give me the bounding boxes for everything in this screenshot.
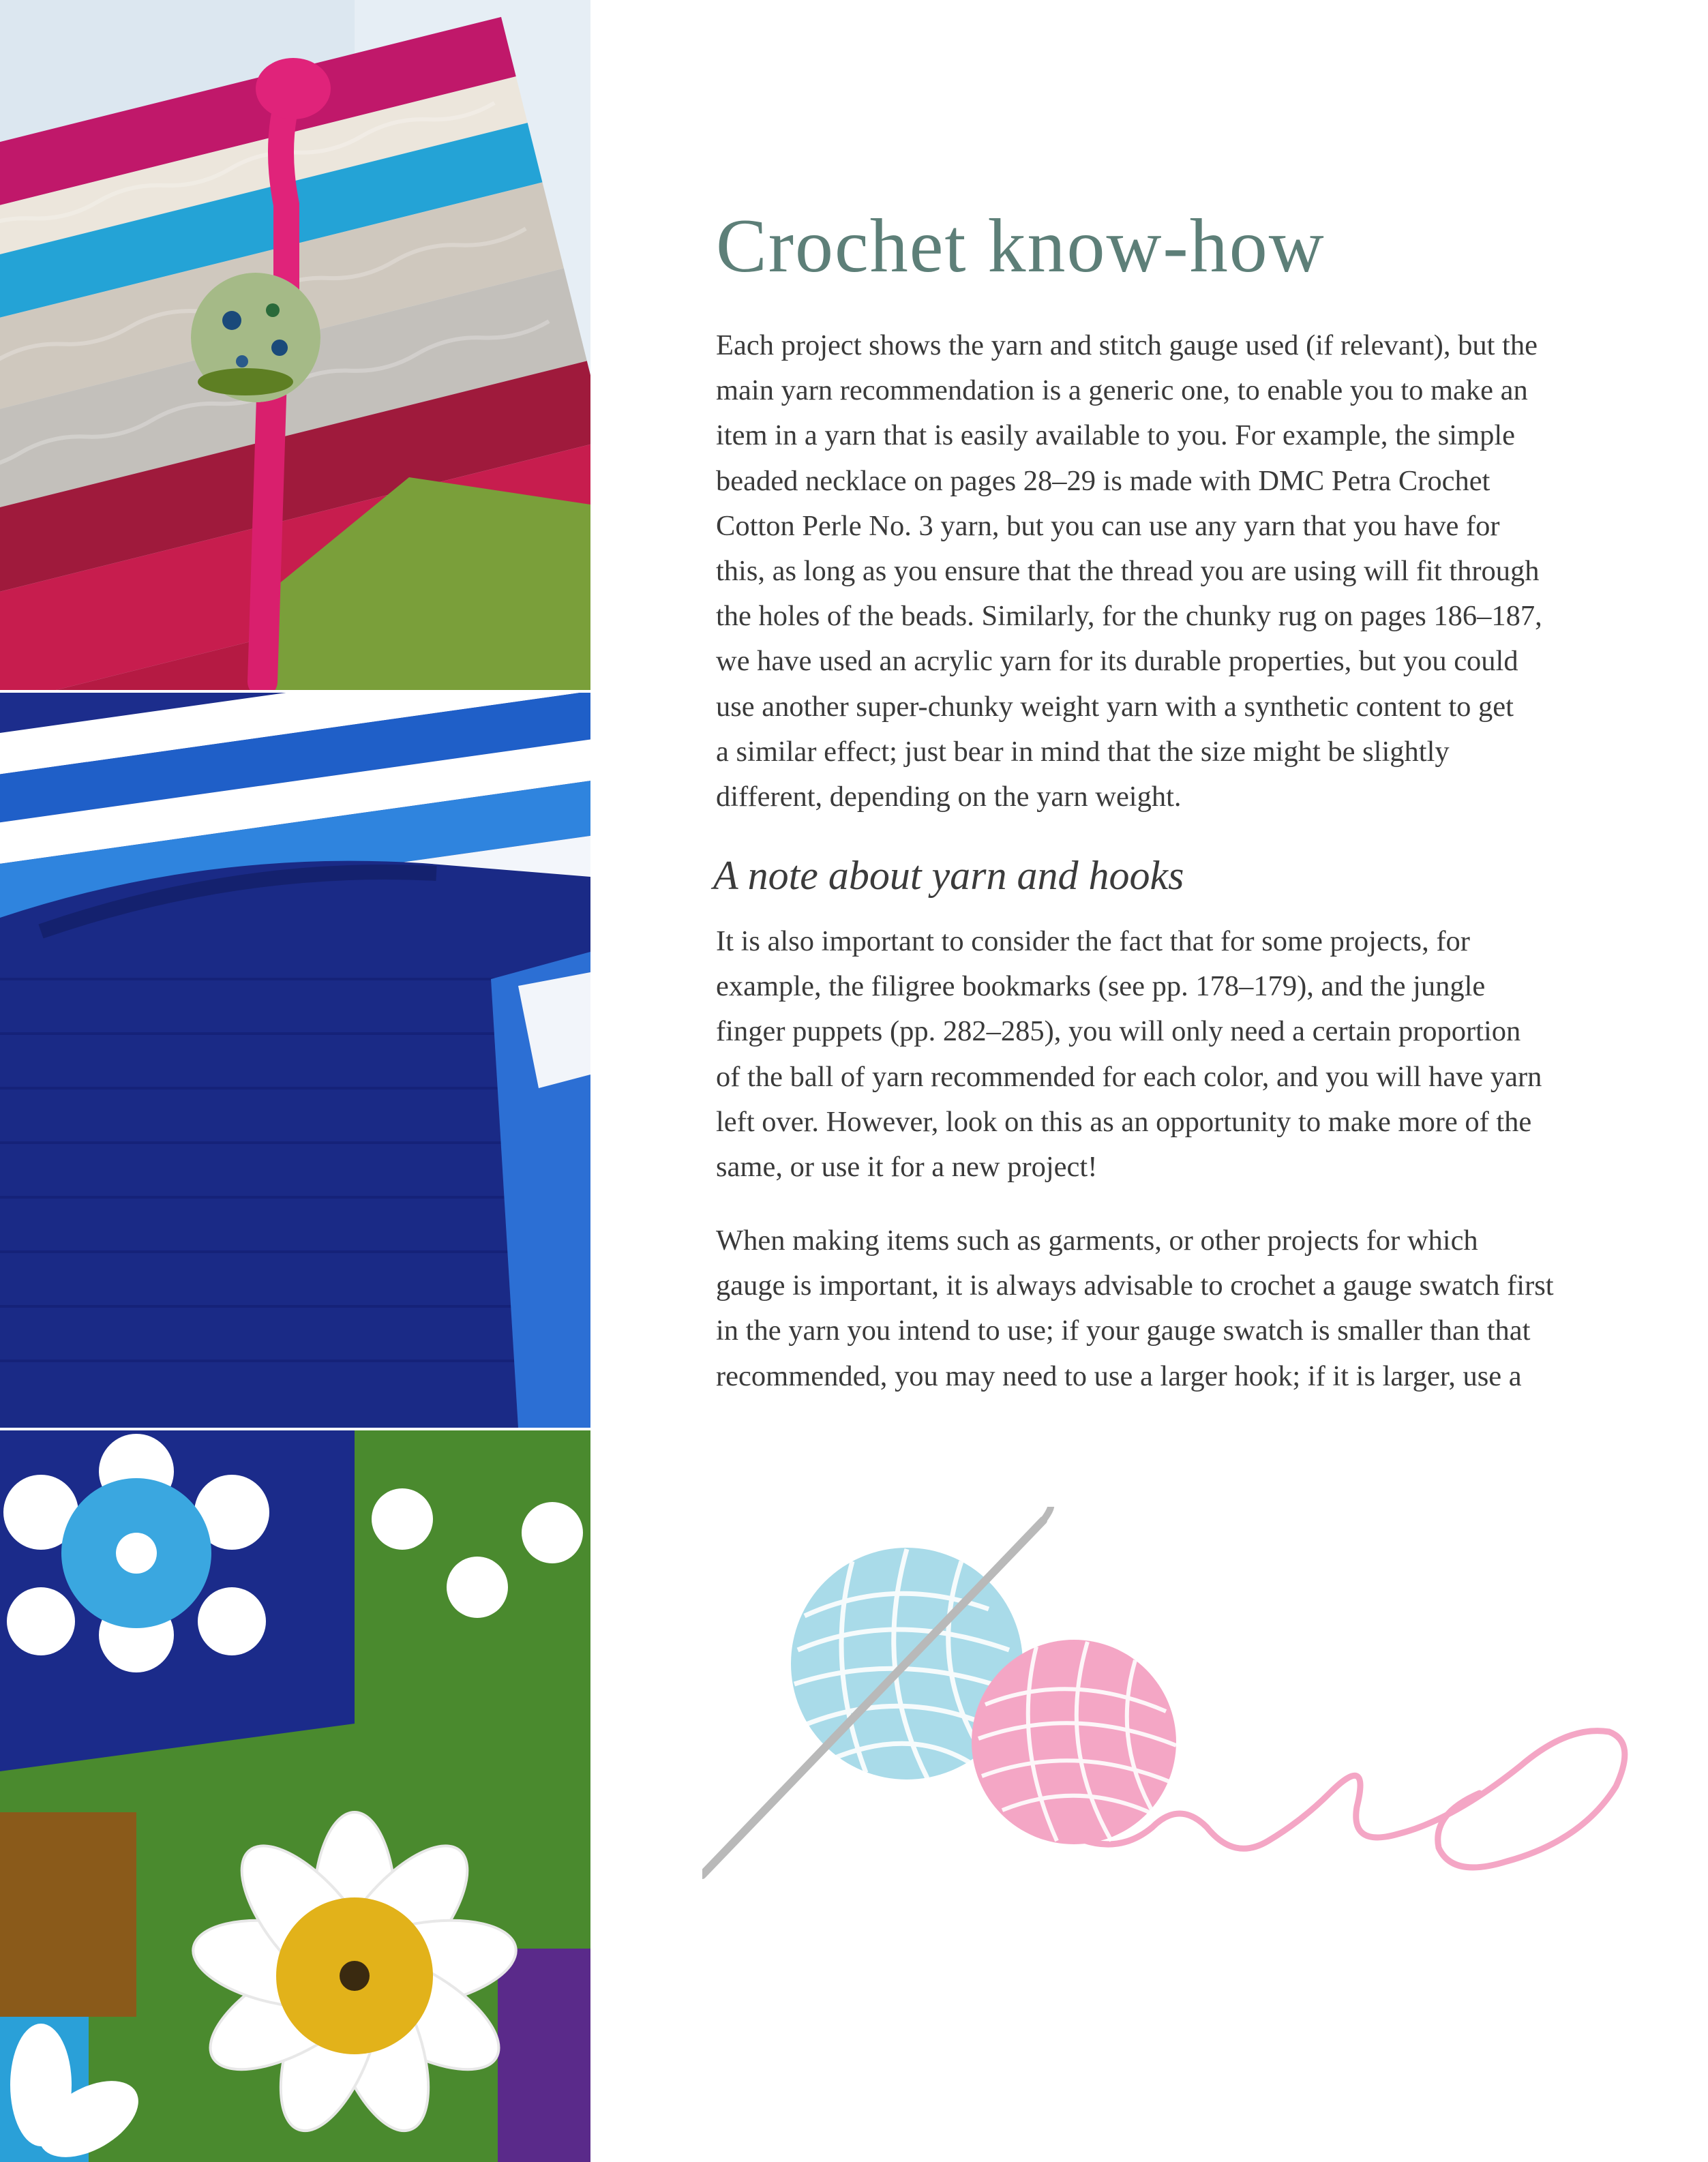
pink-yarn-ball-icon xyxy=(972,1640,1176,1844)
photo-blue-sweater xyxy=(0,693,590,1428)
page-title: Crochet know-how xyxy=(716,204,1325,288)
text-line: left over. However, look on this as an opportunity to make more of the xyxy=(716,1105,1532,1138)
text-line: use another super-chunky weight yarn with a synthetic content to get xyxy=(716,690,1514,723)
text-line: When making items such as garments, or other projects for which xyxy=(716,1225,1478,1257)
text-line: different, depending on the yarn weight. xyxy=(716,781,1182,813)
text-line: gauge is important, it is always advisable to crochet a gauge swatch first xyxy=(716,1270,1554,1302)
text-line: main yarn recommendation is a generic one, to enable you to make an xyxy=(716,374,1528,407)
yarn-illustration xyxy=(702,1507,1643,1902)
text-line: example, the filigree bookmarks (see pp. 178–179), and the jungle xyxy=(716,970,1486,1003)
section-heading: A note about yarn and hooks xyxy=(713,853,1184,898)
text-line: It is also important to consider the fact that for some projects, for xyxy=(716,925,1470,957)
text-line: a similar effect; just bear in mind that the size might be slightly xyxy=(716,735,1450,768)
text-line: same, or use it for a new project! xyxy=(716,1151,1098,1184)
intro-paragraph xyxy=(716,323,1643,820)
text-line: finger puppets (pp. 282–285), you will only need a certain proportion xyxy=(716,1015,1521,1048)
photo-striped-purse xyxy=(0,0,590,690)
text-line: this, as long as you ensure that the thread you are using will fit through xyxy=(716,555,1540,588)
text-line: item in a yarn that is easily available to you. For example, the simple xyxy=(716,419,1515,452)
text-line: beaded necklace on pages 28–29 is made with DMC Petra Crochet xyxy=(716,464,1490,497)
text-line: recommended, you may need to use a larger hook; if it is larger, use a xyxy=(716,1360,1522,1392)
text-line: we have used an acrylic yarn for its durable properties, but you could xyxy=(716,645,1518,678)
gauge-swatch-paragraph xyxy=(716,1218,1643,1399)
photo-crochet-flowers xyxy=(0,1430,590,2162)
text-line: the holes of the beads. Similarly, for the chunky rug on pages 186–187, xyxy=(716,600,1542,633)
text-line: in the yarn you intend to use; if your gauge swatch is smaller than that xyxy=(716,1315,1531,1347)
yarn-leftover-paragraph xyxy=(716,919,1643,1190)
text-line: Cotton Perle No. 3 yarn, but you can use any yarn that you have for xyxy=(716,509,1500,542)
text-line: of the ball of yarn recommended for each color, and you will have yarn xyxy=(716,1060,1542,1093)
photo-column xyxy=(0,0,590,2162)
text-line: Each project shows the yarn and stitch gauge used (if relevant), but the xyxy=(716,329,1538,361)
